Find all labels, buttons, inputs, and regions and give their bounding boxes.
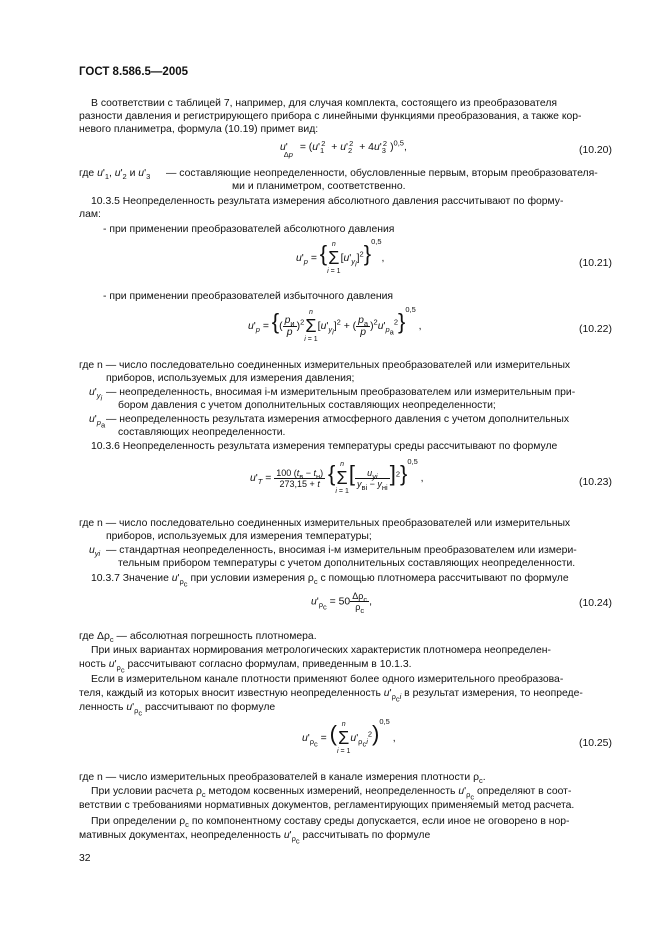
where2-n-line1: где n — число последовательно соединенных измерительных преобразователей или измерительных	[79, 360, 571, 371]
section-10-3-6: 10.3.6 Неопределенность результата измерения температуры среды рассчитывают по формуле	[91, 441, 558, 452]
where2-n-line2: приборов, используемых для измерения давления;	[106, 373, 355, 384]
equation-number-10-20: (10.20)	[579, 145, 612, 156]
section-10-3-5-line1: 10.3.5 Неопределенность результата измерения абсолютного давления рассчитывают по форму-	[91, 196, 564, 207]
para-comp-line2: мативных документах, неопределенность $u'_{\rho_с}$ рассчитывать по формуле	[79, 830, 431, 846]
formula-10-20: $u'_{\Delta p} = (u'_1^2 + u'_2^2 + 4u'_3^2$ )$^{0,5}$,	[280, 138, 407, 160]
where2-pa-line1: — неопределенность результата измерения атмосферного давления с учетом дополнительных	[106, 414, 570, 425]
formula-10-24: $u'_{\rho_с} = 50$ $\frac{\Delta\rho_с}{\rho_с}$ ,	[311, 591, 372, 615]
section-10-3-7: 10.3.7 Значение $u'_{\rho_с}$ при условии измерения $\rho_с$ с помощью плотномера рассчитывают по формуле	[91, 573, 569, 589]
equation-number-10-21: (10.21)	[579, 258, 612, 269]
para-multi-line3: ленность $u'_{\rho_с}$ рассчитывают по формуле	[79, 702, 276, 718]
where4: где $\Delta\rho_с$ — абсолютная погрешность плотномера.	[79, 631, 317, 645]
where3-n-line1: где n — число последовательно соединенных измерительных преобразователей или измерительных	[79, 518, 571, 529]
where2-u-line2: бором давления с учетом дополнительных составляющих неопределенности;	[118, 400, 496, 411]
where3-u-line1: — стандартная неопределенность, вносимая i-м измерительным преобразователем или измери-	[106, 545, 577, 556]
para-other-line2: ность $u'_{\rho_с}$ рассчитывают согласно формулам, приведенным в 10.1.3.	[79, 659, 412, 675]
bullet-absolute: - при применении преобразователей абсолютного давления	[103, 224, 395, 235]
para1-line1: В соответствии с таблицей 7, например, для случая комплекта, состоящего из преобразователя	[91, 98, 558, 109]
where5: где n — число измерительных преобразователей в канале измерения плотности $\rho_с$.	[79, 772, 486, 786]
para1-line2: разности давления и регистрирующего прибора с линейными функциями преобразования, а также кор-	[79, 111, 582, 122]
where2-pa-symbol: $u'_{p_а}$	[89, 414, 106, 430]
bullet-gauge: - при применении преобразователей избыточного давления	[103, 291, 394, 302]
para-multi-line2: теля, каждый из которых вносит известную неопределенность $u'_{\rho_сi}$ в результат измерения, то неопреде-	[79, 688, 583, 704]
para-calc-line2: ветствии с требованиями нормативных документов, регламентирующих применяемый метод расчета.	[79, 800, 575, 811]
section-10-3-5-line2: лам:	[79, 209, 101, 220]
formula-10-25: $u'_{\rho_с}$ = ( n Σ i = 1 $u'_{\rho_сi}^2)^{0,5}$ ,	[302, 717, 396, 755]
para-calc-line1: При условии расчета $\rho_с$ методом косвенных измерений, неопределенность $u'_{\rho_с}$ определяют в соот-	[91, 786, 572, 802]
formula-10-22: $u'_p$ = {( $\frac{p_и}{p}$ )$^2$ n Σ i = 1 $[u'_{y_i}]^2$ + ( $\frac{p_а}{p}$ )$^2u'_{p_а}^2\}^{0,5}$ ,	[248, 305, 422, 343]
para-other-line1: При иных вариантах нормирования метрологических характеристик плотномера неопределен-	[91, 645, 551, 656]
where3-u-line2: тельным прибором температуры с учетом дополнительных составляющих неопределенности.	[118, 558, 576, 569]
page-number: 32	[79, 853, 91, 864]
where1-line1: — составляющие неопределенности, обусловленные первым, вторым преобразователя-	[166, 168, 598, 179]
formula-10-21: $u'_p$ = { n Σ i = 1 $[u'_{y_i}]^2\}^{0,5}$,	[296, 237, 385, 275]
where1-line2: ми и планиметром, соответственно.	[232, 181, 406, 192]
para-comp-line1: При определении $\rho_с$ по компонентному составу среды допускается, если иное не оговорено в нор-	[91, 816, 570, 830]
para-multi-line1: Если в измерительном канале плотности применяют более одного измерительного преобразова-	[91, 674, 564, 685]
where2-u-symbol: $u'_{y_i}$	[89, 387, 103, 403]
where3-n-line2: приборов, используемых для измерения температуры;	[106, 531, 372, 542]
formula-10-23: $u'_T$ = $\frac{100 (t_в - t_н)}{273,15 + t}$ { n Σ i = 1 [ $\frac{u_{yi}}{y_{вi} - y_{нi}}$ ]$^2$}$^{0,5}$ ,	[250, 457, 424, 495]
equation-number-10-22: (10.22)	[579, 324, 612, 335]
equation-number-10-25: (10.25)	[579, 738, 612, 749]
equation-number-10-23: (10.23)	[579, 477, 612, 488]
where2-pa-line2: составляющих неопределенности.	[118, 427, 286, 438]
where2-u-line1: — неопределенность, вносимая i-м измерительным преобразователем или измерительным при-	[106, 387, 576, 398]
para1-line3: невого планиметра, формула (10.19) примет вид:	[79, 124, 319, 135]
page-header: ГОСТ 8.586.5—2005	[79, 66, 189, 78]
equation-number-10-24: (10.24)	[579, 598, 612, 609]
where3-u-symbol: $u_{yi}$	[89, 545, 101, 559]
where1-symbols: где $u'_1$, $u'_2$ и $u'_3$	[79, 168, 151, 182]
